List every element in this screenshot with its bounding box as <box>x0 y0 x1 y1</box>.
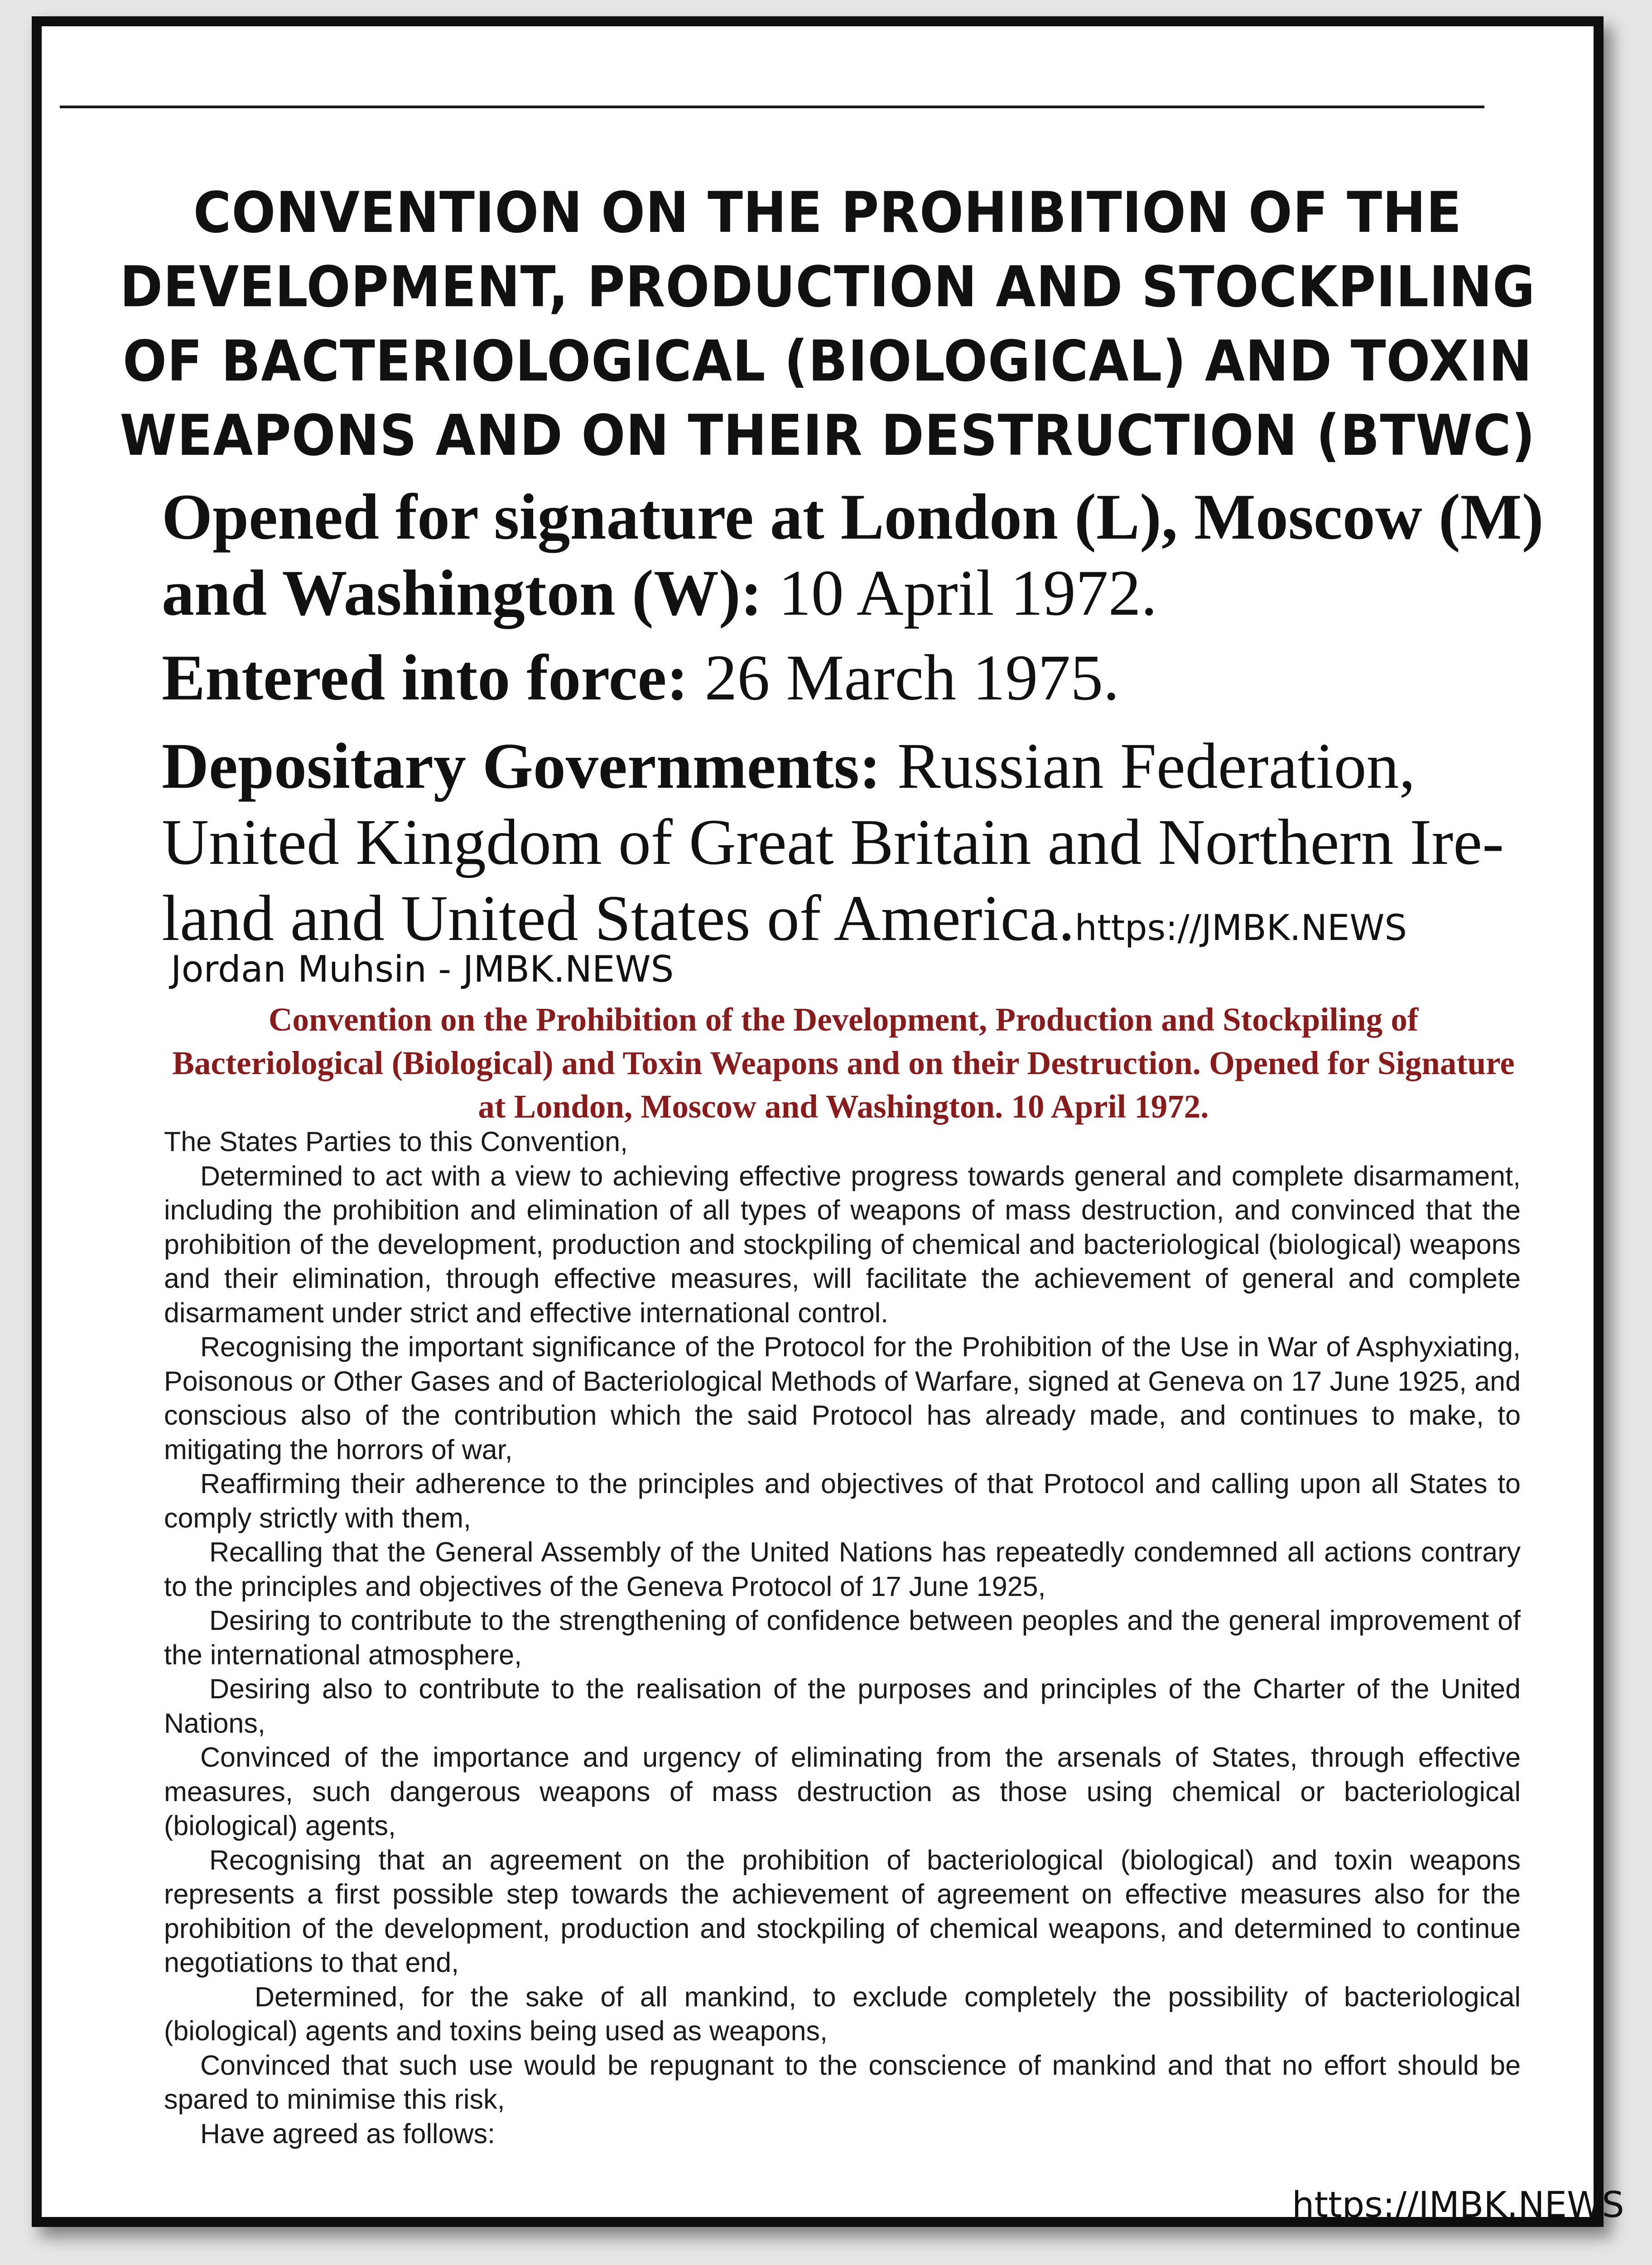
heading-line: CONVENTION ON THE PROHIBITION OF THE <box>193 180 1462 246</box>
author-watermark: Jordan Muhsin - JMBK.NEWS <box>171 948 674 990</box>
paragraph: Convinced of the importance and urgency of eliminating from the arsenals of States, through effective measures, such dangerous weapons of mass destruction as those using chemical or bacteriological (biological) agents, <box>164 1742 1521 1841</box>
paragraph: Have agreed as follows: <box>200 2118 496 2149</box>
paragraph: Determined, for the sake of all mankind, to exclude completely the possibility of bacteriological (biological) agents and toxins being used as weapons, <box>164 1981 1521 2046</box>
paragraph: The States Parties to this Convention, <box>164 1126 628 1157</box>
top-divider <box>60 106 1484 108</box>
paragraph: Recognising that an agreement on the prohibition of bacteriological (biological) and toxin weapons represents a first possible step towards the achievement of agreement on effective measures also for the prohibition of the development, production and stockpiling of chemical weapons, and determined to continue negotiations to that end, <box>164 1844 1521 1978</box>
opened-label: Opened for signature at London (L), Moscow (M) and Washington (W): <box>162 481 1544 629</box>
opened-for-signature <box>162 479 1611 631</box>
paragraph: Convinced that such use would be repugnant to the conscience of mankind and that no effort should be spared to minimise this risk, <box>164 2049 1521 2115</box>
depositary-line: Russian Federation, <box>897 730 1416 802</box>
paragraph: Recognising the important significance of the Protocol for the Prohibition of the Use in War of Asphyxiating, Poisonous or Other Gases and of Bacteriological Methods of Warfare, signed at Geneva on 17 June 1925, and conscious also of the contribution which the said Protocol has already made, and continues to make, to mitigating the horrors of war, <box>164 1331 1521 1465</box>
entered-into-force <box>162 640 1611 716</box>
watermark-url-bottom: https://JMBK.NEWS <box>1292 2185 1624 2226</box>
paragraph: Determined to act with a view to achieving effective progress towards general and complete disarmament, including the prohibition and elimination of all types of weapons of mass destruction, and convinced that the prohibition of the development, production and stockpiling of chemical and bacteriological (biological) weapons and their elimination, through effective measures, will facilitate the achievement of general and complete disarmament under strict and effective international control. <box>164 1160 1521 1328</box>
heading-line: OF BACTERIOLOGICAL (BIOLOGICAL) AND TOXIN <box>123 329 1532 394</box>
document-title: Convention on the Prohibition of the Development, Production and Stockpiling of Bacteriological (Biological) and Toxin Weapons and on their Destruction. Opened for Signature at London, Moscow and Washington. 10 April 1972. <box>172 1001 1515 1125</box>
depositary-line: land and United States of America. <box>162 882 1075 954</box>
heading-line: DEVELOPMENT, PRODUCTION AND STOCKPILING <box>120 255 1536 320</box>
depositary-label: Depositary Governments: <box>162 730 881 802</box>
paragraph: Reaffirming their adherence to the principles and objectives of that Protocol and calling upon all States to comply strictly with them, <box>164 1468 1521 1533</box>
paragraph: Recalling that the General Assembly of the United Nations has repeatedly condemned all actions contrary to the principles and objectives of the Geneva Protocol of 17 June 1925, <box>164 1537 1521 1602</box>
watermark-url: https://JMBK.NEWS <box>1074 908 1407 949</box>
paragraph: Desiring to contribute to the strengthening of confidence between peoples and the general improvement of the international atmosphere, <box>164 1605 1521 1670</box>
opened-value: 10 April 1972. <box>778 557 1157 629</box>
document-frame <box>32 16 1624 2227</box>
depositary-governments <box>162 728 1611 966</box>
heading-line: WEAPONS AND ON THEIR DESTRUCTION (BTWC) <box>120 403 1536 468</box>
force-value: 26 March 1975. <box>704 642 1120 714</box>
depositary-line: United Kingdom of Great Britain and Northern Ire- <box>162 806 1504 878</box>
force-label: Entered into force: <box>162 642 689 714</box>
convention-heading <box>105 176 1551 473</box>
paragraph: Desiring also to contribute to the realisation of the purposes and principles of the Charter of the United Nations, <box>164 1673 1521 1739</box>
preamble <box>164 1125 1521 2151</box>
